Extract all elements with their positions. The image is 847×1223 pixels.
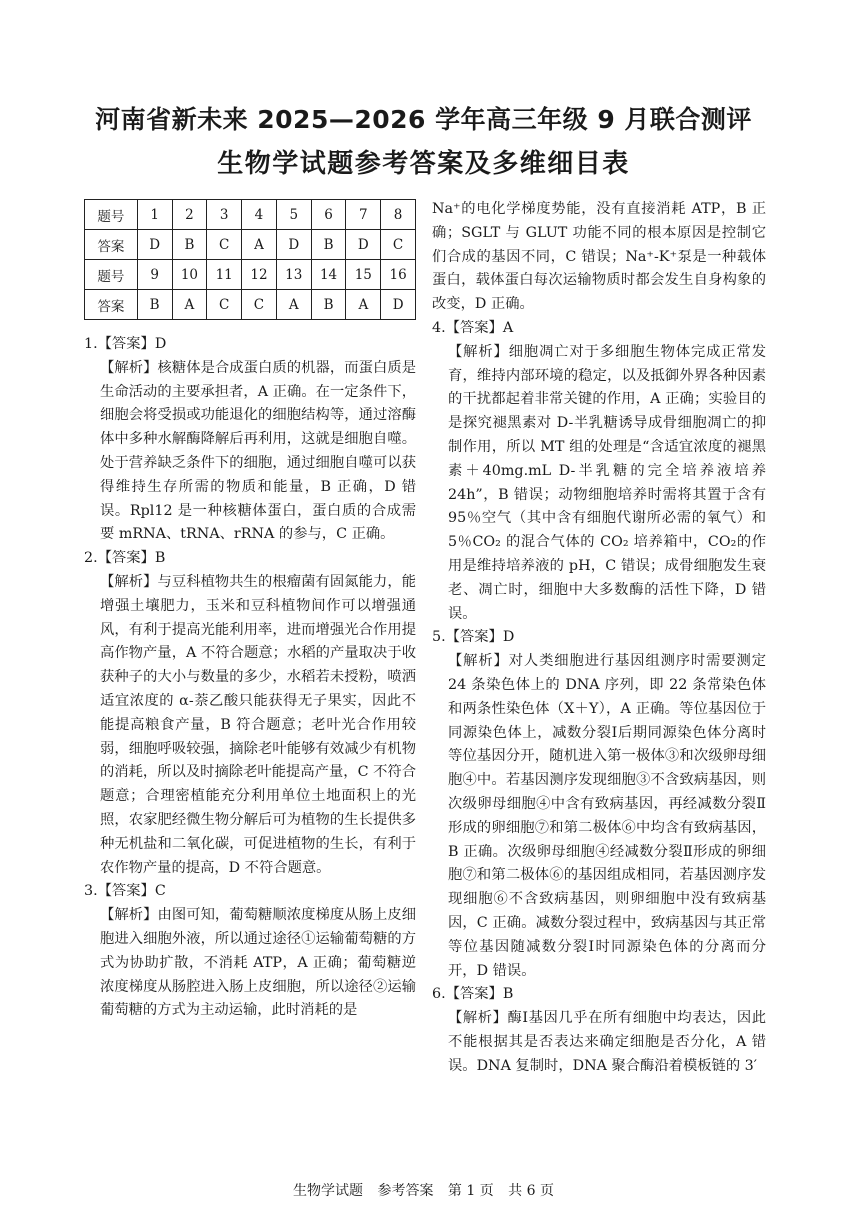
question-explanation: 【解析】对人类细胞进行基因组测序时需要测定 24 条染色体上的 DNA 序列，即 22 条常染色体和两条性染色体（X＋Y），A 正确。等位基因位于同源染色体上，减数分裂Ⅰ后期同源染色体分离时等位基因分开，随机进入第一极体③和次级卵母细胞④中。若基因测序发现细胞③不含致病基因，则次级卵母细胞④中含有致病基因，再经减数分裂Ⅱ形成的卵细胞⑦和第二极体⑥中均含有致病基因，B 正确。次级卵母细胞④经减数分裂Ⅱ形成的卵细胞⑦和第二极体⑥的基因组成相同，若基因测序发现细胞⑥不含致病基因，则卵细胞中没有致病基因，C 正确。减数分裂过程中，致病基因与其正常等位基因随减数分裂Ⅰ时同源染色体的分离而分开，D 错误。 — [448, 653, 766, 979]
answer-table-cell: A — [242, 230, 277, 260]
question-explanation: Na⁺的电化学梯度势能，没有直接消耗 ATP，B 正确；SGLT 与 GLUT 功能不同的根本原因是控制它们合成的基因不同，C 错误；Na⁺-K⁺泵是一种载体蛋白，载体蛋白每次运输物质时都会发生自身构象的改变，D 正确。 — [432, 201, 766, 313]
answer-table-cell: 1 — [137, 200, 172, 230]
answer-table-row — [85, 290, 416, 320]
answer-table-row — [85, 260, 416, 290]
answer-table-row — [85, 230, 416, 260]
question-answer-heading: 4.【答案】A — [432, 319, 514, 336]
answer-table-cell: 8 — [381, 200, 416, 230]
answer-table-cell: 3 — [207, 200, 242, 230]
answer-table-cell: B — [137, 290, 172, 320]
footer-page: 第 1 页 — [447, 1183, 494, 1199]
answer-table-cell: B — [311, 290, 346, 320]
footer-kind: 参考答案 — [377, 1183, 434, 1199]
answer-table-cell: C — [207, 230, 242, 260]
document-title: 河南省新未来 2025—2026 学年高三年级 9 月联合测评 — [95, 105, 752, 134]
answer-table-cell: 7 — [346, 200, 381, 230]
question-answer-heading: 2.【答案】B — [84, 550, 166, 567]
answer-table-cell: 10 — [172, 260, 207, 290]
answer-table — [84, 199, 416, 320]
answer-table-cell: 16 — [381, 260, 416, 290]
answer-table-cell: D — [381, 290, 416, 320]
answer-table-cell: B — [311, 230, 346, 260]
answer-table-header-cell: 题号 — [85, 260, 138, 290]
answer-table-cell: A — [276, 290, 311, 320]
answer-table-cell: D — [137, 230, 172, 260]
answer-table-cell: 15 — [346, 260, 381, 290]
answer-table-cell: D — [276, 230, 311, 260]
answer-table-header-cell: 答案 — [85, 290, 138, 320]
answer-table-row — [85, 200, 416, 230]
answer-table-cell: 5 — [276, 200, 311, 230]
right-column — [432, 198, 766, 1078]
answer-table-cell: A — [346, 290, 381, 320]
answer-table-cell: C — [242, 290, 277, 320]
question-explanation: 【解析】细胞凋亡对于多细胞生物体完成正常发育，维持内部环境的稳定，以及抵御外界各种因素的干扰都起着非常关键的作用，A 正确；实验目的是探究褪黑素对 D-半乳糖诱导成骨细胞凋亡的抑制作用，所以 MT 组的处理是“含适宜浓度的褪黑素＋40mg.mL D-半乳糖的完全培养液培养 24h”，B 错误；动物细胞培养时需将其置于含有 95％空气（其中含有细胞代谢所必需的氧气）和 5％CO₂ 的混合气体的 CO₂ 培养箱中，CO₂的作用是维持培养液的 pH，C 错误；成骨细胞发生衰老、凋亡时，细胞中大多数酶的活性下降，D 错误。 — [448, 343, 766, 622]
answer-table-cell: D — [346, 230, 381, 260]
answer-table-cell: 6 — [311, 200, 346, 230]
footer-subject: 生物学试题 — [293, 1183, 363, 1199]
answer-table-cell: 4 — [242, 200, 277, 230]
left-column — [84, 333, 416, 1023]
answer-table-cell: 2 — [172, 200, 207, 230]
answer-table-cell: B — [172, 230, 207, 260]
answer-table-cell: 14 — [311, 260, 346, 290]
question-answer-heading: 6.【答案】B — [432, 986, 514, 1003]
answer-table-cell: 11 — [207, 260, 242, 290]
question-explanation: 【解析】由图可知，葡萄糖顺浓度梯度从肠上皮细胞进入细胞外液，所以通过途径①运输葡萄糖的方式为协助扩散，不消耗 ATP，A 正确；葡萄糖逆浓度梯度从肠腔进入肠上皮细胞，所以途径②运输葡萄糖的方式为主动运输，此时消耗的是 — [100, 907, 416, 1019]
answer-table-cell: 9 — [137, 260, 172, 290]
question-answer-heading: 1.【答案】D — [84, 336, 167, 352]
answer-table-cell: C — [381, 230, 416, 260]
question-answer-heading: 3.【答案】C — [84, 883, 166, 900]
answer-table-cell: 12 — [242, 260, 277, 290]
answer-table-header-cell: 题号 — [85, 200, 138, 230]
question-explanation: 【解析】酶Ⅰ基因几乎在所有细胞中均表达，因此不能根据其是否表达来确定细胞是否分化，A 错误。DNA 复制时，DNA 聚合酶沿着模板链的 3′ — [448, 1010, 766, 1074]
answer-table-cell: 13 — [276, 260, 311, 290]
question-explanation: 【解析】与豆科植物共生的根瘤菌有固氮能力，能增强土壤肥力，玉米和豆科植物间作可以增强通风，有利于提高光能利用率，进而增强光合作用提高作物产量，A 不符合题意；水稻的产量取决于收获种子的大小与数量的多少，水稻若未授粉，喷洒适宜浓度的 α-萘乙酸只能获得无子果实，因此不能提高粮食产量，B 符合题意；老叶光合作用较弱，细胞呼吸较强，摘除老叶能够有效减少有机物的消耗，所以及时摘除老叶能提高产量，C 不符合题意；合理密植能充分利用单位土地面积上的光照，农家肥经微生物分解后可为植物的生长提供多种无机盐和二氧化碳，可促进植物的生长，有利于农作物产量的提高，D 不符合题意。 — [100, 573, 416, 876]
question-explanation: 【解析】核糖体是合成蛋白质的机器，而蛋白质是生命活动的主要承担者，A 正确。在一定条件下，细胞会将受损或功能退化的细胞结构等，通过溶酶体中多种水解酶降解后再利用，这就是细胞自噬。处于营养缺乏条件下的细胞，通过细胞自噬可以获得维持生存所需的物质和能量，B 正确，D 错误。Rpl12 是一种核糖体蛋白，蛋白质的合成需要 mRNA、tRNA、rRNA 的参与，C 正确。 — [100, 359, 416, 543]
answer-table-header-cell: 答案 — [85, 230, 138, 260]
page-footer — [0, 1180, 847, 1200]
footer-total: 共 6 页 — [508, 1183, 554, 1199]
document-subtitle: 生物学试题参考答案及多维细目表 — [217, 149, 630, 179]
answer-table-cell: C — [207, 290, 242, 320]
question-answer-heading: 5.【答案】D — [432, 629, 515, 646]
answer-table-cell: A — [172, 290, 207, 320]
